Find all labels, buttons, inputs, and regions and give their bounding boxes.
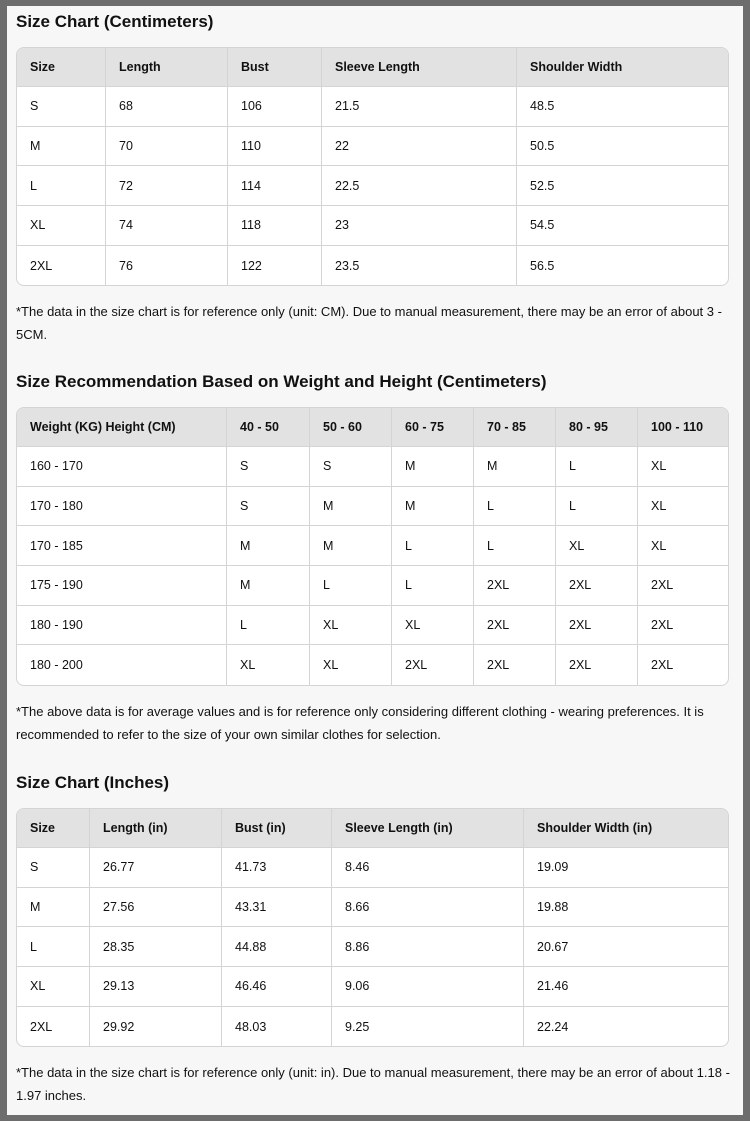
cm-chart-title: Size Chart (Centimeters)	[16, 12, 214, 31]
table-row	[17, 1007, 728, 1047]
inch-chart-note: *The data in the size chart is for reference only (unit: in). Due to manual measurement, there may be an error of about 1.18 - 1.97 inches.	[16, 1065, 730, 1104]
recommendation-section	[16, 372, 737, 746]
table-cell: 2XL	[17, 1007, 90, 1047]
table-cell: L	[474, 487, 556, 527]
table-cell: XL	[392, 606, 474, 646]
table-row	[17, 645, 728, 685]
column-header: 100 - 110	[638, 408, 728, 447]
table-cell: M	[310, 487, 392, 527]
table-cell: 76	[106, 246, 228, 286]
column-header: Shoulder Width (in)	[524, 809, 728, 848]
table-cell: 22	[322, 127, 517, 167]
column-header: 80 - 95	[556, 408, 638, 447]
table-row	[17, 967, 728, 1007]
table-row	[17, 526, 728, 566]
table-cell: 106	[228, 87, 322, 127]
table-cell: L	[227, 606, 310, 646]
table-cell: S	[17, 848, 90, 888]
column-header: 40 - 50	[227, 408, 310, 447]
table-cell: XL	[556, 526, 638, 566]
cm-chart-note: *The data in the size chart is for reference only (unit: CM). Due to manual measurement, there may be an error of about 3 - 5CM.	[16, 304, 722, 343]
table-row	[17, 447, 728, 487]
table-cell: M	[227, 566, 310, 606]
table-cell: XL	[638, 447, 728, 487]
table-cell: 27.56	[90, 888, 222, 928]
table-cell: L	[17, 927, 90, 967]
table-cell: XL	[310, 606, 392, 646]
table-cell: M	[227, 526, 310, 566]
table-cell: 22.5	[322, 166, 517, 206]
table-cell: 2XL	[556, 606, 638, 646]
table-cell: 170 - 180	[17, 487, 227, 527]
recommendation-title: Size Recommendation Based on Weight and Height (Centimeters)	[16, 372, 547, 391]
table-cell: L	[474, 526, 556, 566]
column-header: Bust	[228, 48, 322, 87]
table-cell: L	[556, 447, 638, 487]
table-cell: M	[17, 127, 106, 167]
table-row	[17, 487, 728, 527]
table-cell: 41.73	[222, 848, 332, 888]
table-cell: M	[17, 888, 90, 928]
table-cell: 50.5	[517, 127, 728, 167]
table-cell: 8.46	[332, 848, 524, 888]
inch-size-table	[16, 808, 729, 1047]
table-cell: 44.88	[222, 927, 332, 967]
table-cell: 2XL	[638, 566, 728, 606]
table-cell: 28.35	[90, 927, 222, 967]
table-cell: 43.31	[222, 888, 332, 928]
table-cell: 2XL	[556, 645, 638, 685]
table-cell: 122	[228, 246, 322, 286]
table-cell: L	[392, 566, 474, 606]
table-cell: L	[556, 487, 638, 527]
table-cell: 23.5	[322, 246, 517, 286]
table-cell: 70	[106, 127, 228, 167]
table-row	[17, 606, 728, 646]
table-cell: S	[17, 87, 106, 127]
table-cell: M	[474, 447, 556, 487]
table-cell: 110	[228, 127, 322, 167]
cm-size-table	[16, 47, 729, 286]
column-header: Size	[17, 809, 90, 848]
table-cell: 9.25	[332, 1007, 524, 1047]
table-row	[17, 166, 728, 206]
table-cell: 2XL	[474, 645, 556, 685]
table-row	[17, 87, 728, 127]
table-cell: 114	[228, 166, 322, 206]
table-cell: 56.5	[530, 258, 555, 273]
table-cell: 21.46	[524, 967, 728, 1007]
table-cell: XL	[310, 645, 392, 685]
table-cell: 46.46	[222, 967, 332, 1007]
size-guide-panel	[7, 6, 743, 1115]
table-row	[17, 127, 728, 167]
table-cell: L	[310, 566, 392, 606]
table-cell: 20.67	[524, 927, 728, 967]
table-cell: 26.77	[90, 848, 222, 888]
table-cell: 175 - 190	[17, 566, 227, 606]
recommendation-table	[16, 407, 729, 686]
table-cell: 21.5	[322, 87, 517, 127]
table-cell: 2XL	[17, 246, 106, 286]
table-cell: XL	[17, 967, 90, 1007]
table-cell: 19.88	[524, 888, 728, 928]
table-cell: 22.24	[537, 1019, 569, 1034]
table-cell: 2XL	[392, 645, 474, 685]
column-header: Weight (KG) Height (CM)	[17, 408, 227, 447]
table-cell: 48.03	[222, 1007, 332, 1047]
table-cell: M	[392, 447, 474, 487]
table-row	[17, 848, 728, 888]
inch-chart-section	[16, 773, 737, 1107]
table-cell: 19.09	[524, 848, 728, 888]
table-cell: S	[227, 487, 310, 527]
column-header: 70 - 85	[474, 408, 556, 447]
table-cell: 9.06	[332, 967, 524, 1007]
table-cell: 180 - 190	[17, 606, 227, 646]
column-header: Shoulder Width	[517, 48, 728, 87]
table-cell: 29.13	[90, 967, 222, 1007]
table-cell: L	[17, 166, 106, 206]
table-cell: 52.5	[517, 166, 728, 206]
table-cell: S	[310, 447, 392, 487]
table-cell: XL	[17, 206, 106, 246]
inch-chart-title: Size Chart (Inches)	[16, 773, 170, 792]
table-cell: M	[310, 526, 392, 566]
table-cell: 118	[228, 206, 322, 246]
table-cell: 74	[106, 206, 228, 246]
table-row	[17, 206, 728, 246]
recommendation-note: *The above data is for average values and is for reference only considering different clothing - wearing preferences. It is recommended to refer to the size of your own similar clothes for selection.	[16, 704, 704, 743]
table-cell: 2XL	[638, 606, 728, 646]
table-row	[17, 566, 728, 606]
table-cell: 48.5	[517, 87, 728, 127]
column-header: 60 - 75	[392, 408, 474, 447]
table-cell: 2XL	[651, 658, 674, 673]
column-header: Length	[106, 48, 228, 87]
column-header: Bust (in)	[222, 809, 332, 848]
table-cell: 170 - 185	[17, 526, 227, 566]
table-row	[17, 927, 728, 967]
table-cell: L	[392, 526, 474, 566]
table-cell: 160 - 170	[17, 447, 227, 487]
table-cell: XL	[638, 526, 728, 566]
table-cell: 72	[106, 166, 228, 206]
column-header: Sleeve Length	[322, 48, 517, 87]
table-cell: 8.66	[332, 888, 524, 928]
table-cell: 2XL	[474, 606, 556, 646]
cm-chart-section	[16, 12, 737, 346]
table-cell: M	[392, 487, 474, 527]
table-cell: 180 - 200	[17, 645, 227, 685]
table-cell: XL	[227, 645, 310, 685]
table-row	[17, 888, 728, 928]
column-header: 50 - 60	[310, 408, 392, 447]
column-header: Size	[17, 48, 106, 87]
table-cell: 2XL	[474, 566, 556, 606]
table-cell: 68	[106, 87, 228, 127]
table-cell: XL	[638, 487, 728, 527]
table-cell: S	[227, 447, 310, 487]
table-row	[17, 246, 728, 286]
table-cell: 23	[322, 206, 517, 246]
table-cell: 54.5	[517, 206, 728, 246]
table-cell: 29.92	[90, 1007, 222, 1047]
table-cell: 8.86	[332, 927, 524, 967]
column-header: Sleeve Length (in)	[332, 809, 524, 848]
table-cell: 2XL	[556, 566, 638, 606]
column-header: Length (in)	[90, 809, 222, 848]
